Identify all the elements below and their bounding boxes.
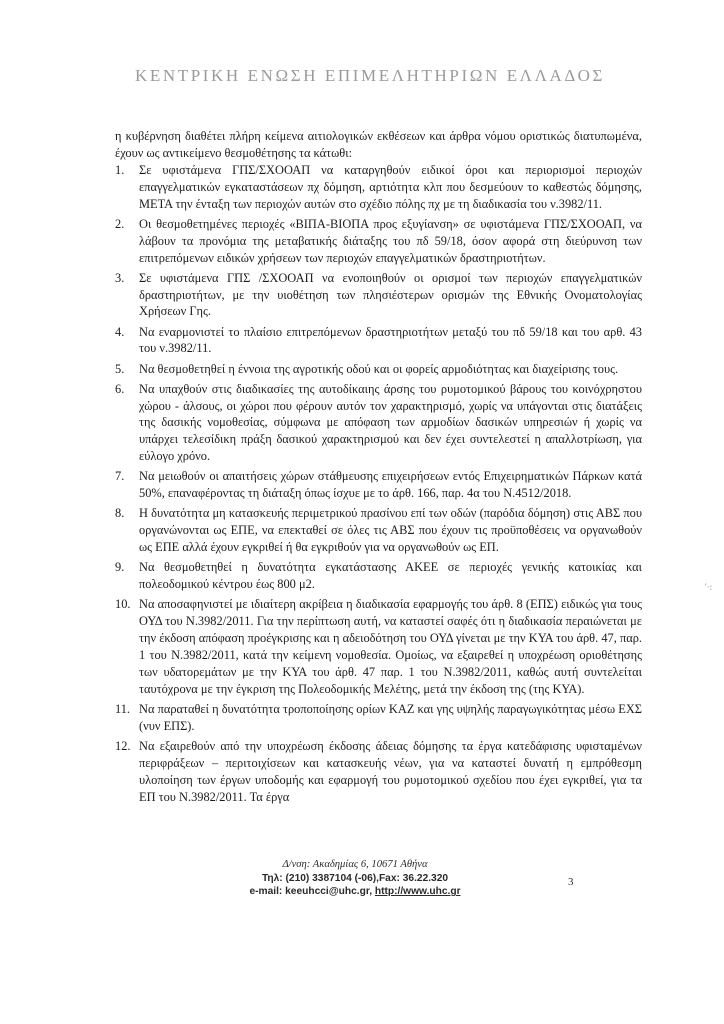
item-number: 6. xyxy=(115,381,125,396)
page-footer xyxy=(200,858,510,899)
footer-phone-fax: Τηλ: (210) 3387104 (-06),Fax: 36.22.320 xyxy=(261,872,449,884)
item-number: 5. xyxy=(115,361,125,376)
item-text: Να υπαχθούν στις διαδικασίες της αυτοδίκαιης άρσης του ρυμοτομικού βάρους του κοινόχρηστου χώρου - άλσους, οι χώροι που φέρουν αυτόν τον χαρακτηρισμό, χωρίς να υπάγονται στις διατάξεις της δασικής νομοθεσίας, σύμφωνα με απόφαση των αρμοδίων δασικών υπηρεσιών ή χωρίς να υπάρχει τελεσίδικη πράξη δασικού χαρακτηρισμού και δεν έχει συντελεστεί η απαλλοτρίωση, για εύλογο χρόνο. xyxy=(139,381,642,464)
item-text: Οι θεσμοθετημένες περιοχές «ΒΙΠΑ-ΒΙΟΠΑ προς εξυγίανση» σε υφιστάμενα ΓΠΣ/ΣΧΟΟΑΠ, να λάβουν τα προνόμια της μεταβατικής διάταξης του πδ 59/18, όσον αφορά στη διεύρυνση των επιτρεπόμενων ειδικών χρήσεων των περιοχών επαγγελματικών δραστηριοτήτων. xyxy=(139,216,642,265)
list-item xyxy=(115,738,642,806)
item-text: Να θεσμοθετηθεί η έννοια της αγροτικής οδού και οι φορείς αρμοδιότητας και διαχείρισης τους. xyxy=(139,361,619,376)
item-number: 1. xyxy=(115,162,125,177)
item-text: Να εναρμονιστεί το πλαίσιο επιτρεπόμενων δραστηριοτήτων μεταξύ του πδ 59/18 και του αρθ. 43 του ν.3982/11. xyxy=(139,324,642,356)
intro-paragraph: η κυβέρνηση διαθέτει πλήρη κείμενα αιτιολογικών εκθέσεων και άρθρα νόμου οριστικώς διατυπωμένα, έχουν ως αντικείμενο θεσμοθέτησης τα κάτωθι: xyxy=(115,129,642,160)
item-text: Σε υφιστάμενα ΓΠΣ/ΣΧΟΟΑΠ να καταργηθούν ειδικοί όροι και περιορισμοί περιοχών επαγγελματικών εγκαταστάσεων πχ δόμηση, αρτιότητα κλπ που δεσμεύουν το καθεστώς δόμησης, ΜΕΤΑ την ένταξη των περιοχών αυτών στο σχέδιο πόλης πχ με τη διαδικασία του ν.3982/11. xyxy=(139,162,642,211)
organization-header: ΚΕΝΤΡΙΚΗ ΕΝΩΣΗ ΕΠΙΜΕΛΗΤΗΡΙΩΝ ΕΛΛΑΔΟΣ xyxy=(134,66,606,85)
document-body xyxy=(115,128,642,809)
numbered-list xyxy=(115,162,642,806)
item-text: Η δυνατότητα μη κατασκευής περιμετρικού πρασίνου επί των οδών (παρόδια δόμηση) στις ΑΒΣ που οργανώνονται ως ΕΠΕ, να επεκταθεί σε όλες τις ΑΒΣ που έχουν τις προϋποθέσεις να οργανωθούν ως ΕΠΕ αλλά έχουν εγκριθεί ή θα εγκριθούν για να οργανωθούν ως ΕΠ. xyxy=(139,506,642,555)
page-number: 3 xyxy=(568,876,574,888)
item-number: 7. xyxy=(115,469,125,484)
list-item xyxy=(115,701,642,735)
item-number: 12. xyxy=(115,738,131,753)
list-item xyxy=(115,270,642,321)
list-item xyxy=(115,505,642,556)
footer-email: e-mail: keeuhcci@uhc.gr, xyxy=(249,886,375,898)
item-text: Να εξαιρεθούν από την υποχρέωση έκδοσης άδειας δόμησης τα έργα κατεδάφισης υφισταμένων περιφράξεων – περιτοιχίσεων και κατασκευής νέων, για να καταστεί δυνατή η εμπρόθεσμη υλοποίηση των έργων υποδομής και εφαρμογή του ρυμοτομικού σχεδίου που έχει εγκριθεί, για τα ΕΠ του Ν.3982/2011. Τα έργα xyxy=(139,738,642,804)
item-text: Να παραταθεί η δυνατότητα τροποποίησης ορίων ΚΑΖ και γης υψηλής παραγωγικότητας μέσω ΕΧΣ (νυν ΕΠΣ). xyxy=(139,701,642,733)
list-item xyxy=(115,596,642,697)
list-item xyxy=(115,559,642,593)
item-number: 10. xyxy=(115,597,131,612)
item-text: Να θεσμοθετηθεί η δυνατότητα εγκατάστασης ΑΚΕΕ σε περιοχές γενικής κατοικίας και πολεοδομικού κέντρου έως 800 μ2. xyxy=(139,560,642,592)
footer-address: Δ/νση: Ακαδημίας 6, 10671 Αθήνα xyxy=(282,859,428,870)
list-item xyxy=(115,361,642,378)
list-item xyxy=(115,381,642,466)
item-text: Να αποσαφηνιστεί με ιδιαίτερη ακρίβεια η διαδικασία εφαρμογής του άρθ. 8 (ΕΠΣ) ειδικώς για τους ΟΥΔ του Ν.3982/2011. Για την περίπτωση αυτή, να καταστεί σαφές ότι η διαδικασία περαιώνεται με την έκδοση απόφαση προέγκρισης και η αδειοδότηση του ΟΥΔ γίνεται με την ΚΥΑ του άρθ. 47, παρ. 1 του Ν.3982/2011, κατά την κείμενη νομοθεσία. Ομοίως, να εξαιρεθεί η υποχρέωση οριοθέτησης των υδατορεμάτων με την ΚΥΑ του άρθ. 47 παρ. 1 του Ν.3982/2011, καθώς αυτή συντελείται ταυτόχρονα με την έγκριση της Πολεοδομικής Μελέτης, μετά την έκδοση της (της ΚΥΑ). xyxy=(139,597,642,696)
list-item xyxy=(115,162,642,213)
list-item xyxy=(115,468,642,502)
item-number: 4. xyxy=(115,324,125,339)
item-number: 3. xyxy=(115,270,125,285)
list-item xyxy=(115,324,642,358)
item-number: 2. xyxy=(115,216,125,231)
item-text: Σε υφιστάμενα ΓΠΣ /ΣΧΟΟΑΠ να ενοποιηθούν οι ορισμοί των περιοχών επαγγελματικών δραστηριοτήτων, με την υιοθέτηση των πλησιέστερων ορισμών της Εθνικής Ονοματολογίας Χρήσεων Γης. xyxy=(139,270,642,319)
item-text: Να μειωθούν οι απαιτήσεις χώρων στάθμευσης επιχειρήσεων εντός Επιχειρηματικών Πάρκων κατά 50%, επαναφέροντας τη διάταξη όπως ίσχυε με το άρθ. 166, παρ. 4α του Ν.4512/2018. xyxy=(139,469,642,501)
item-number: 9. xyxy=(115,560,125,575)
margin-mark: '·: xyxy=(705,582,713,592)
item-number: 8. xyxy=(115,506,125,521)
list-item xyxy=(115,216,642,267)
item-number: 11. xyxy=(115,701,131,716)
footer-website-link[interactable]: http://www.uhc.gr xyxy=(374,886,461,898)
footer-contact-line xyxy=(200,885,510,899)
